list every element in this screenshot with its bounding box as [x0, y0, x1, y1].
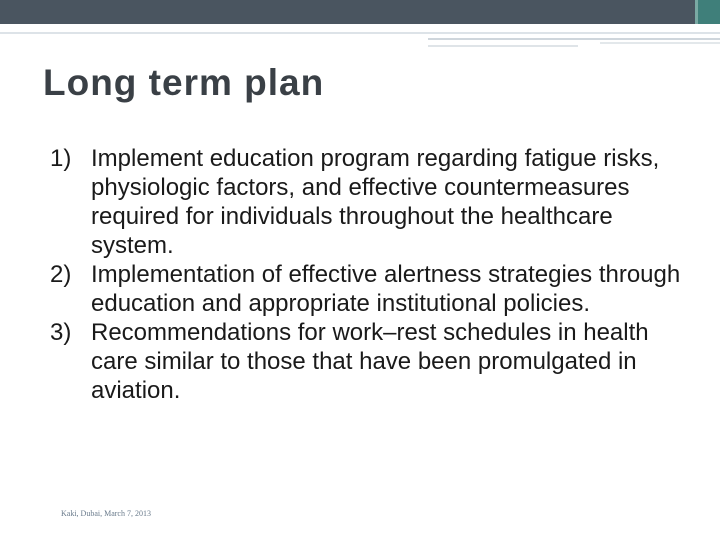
numbered-list	[50, 144, 700, 405]
top-header-band	[0, 0, 720, 24]
list-item-number: 2)	[50, 261, 72, 288]
list-item-text: Implementation of effective alertness strategies through education and appropriate institutional policies.	[91, 261, 681, 317]
list-item-number: 1)	[50, 145, 72, 172]
decorative-line	[428, 38, 720, 40]
list-item-text: Implement education program regarding fatigue risks, physiologic factors, and effective countermeasures required for individuals throughout the healthcare system.	[91, 145, 660, 259]
decorative-line	[428, 45, 578, 47]
list-item	[50, 260, 700, 318]
decorative-line	[0, 32, 720, 34]
list-item	[50, 318, 700, 405]
decorative-line	[600, 42, 720, 44]
slide-footer: Kaki, Dubai, March 7, 2013	[61, 509, 151, 518]
list-item-number: 3)	[50, 319, 72, 346]
list-item	[50, 144, 700, 260]
header-accent-block	[698, 0, 720, 24]
list-item-text: Recommendations for work–rest schedules in health care similar to those that have been promulgated in aviation.	[91, 319, 649, 404]
slide-title: Long term plan	[43, 62, 325, 103]
